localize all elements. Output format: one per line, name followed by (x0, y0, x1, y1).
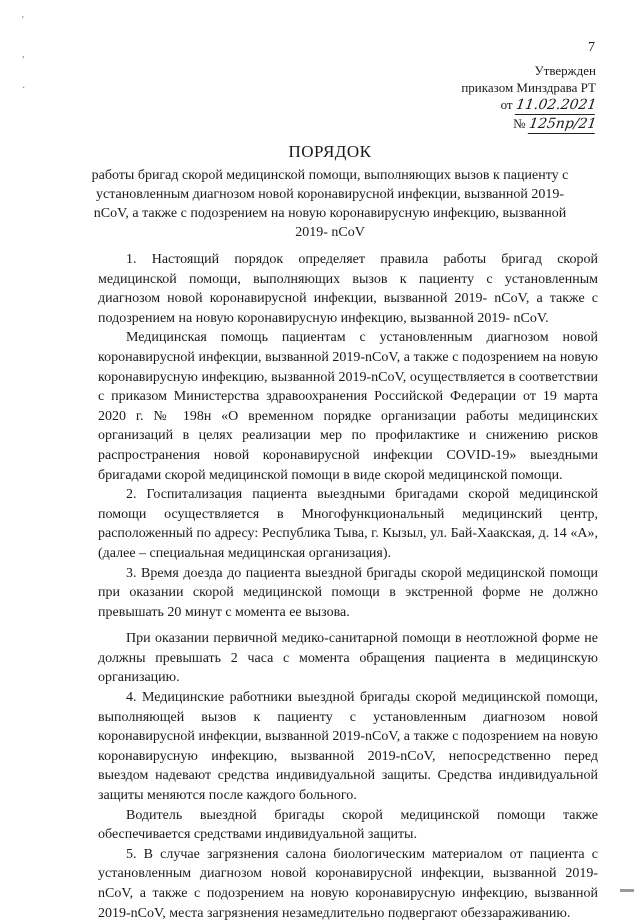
scan-margin-marks: ' , · (22, 15, 26, 94)
approval-number-line (376, 115, 596, 134)
approval-number-handwritten: 125пр/21 (527, 116, 598, 132)
approval-number-prefix: № (513, 116, 526, 131)
paragraph-1: 1. Настоящий порядок определяет правила работы бригад скорой медицинской помощи, выполняющих вызов к пациенту с установленным диагнозом новой коронавирусной инфекции, вызванной 2019- nCoV, а также с подозрением на новую коронавирусную инфекцию, вызванной 2019- nCoV. (98, 252, 598, 326)
approval-line-2: приказом Минздрава РТ (461, 80, 596, 95)
paragraph-3: 2. Госпитализация пациента выездными бригадами скорой медицинской помощи осуществляется в Многофункциональный медицинский центр, расположенный по адресу: Республика Тыва, г. Кызыл, ул. Бай-Хаакская, д. 14 «А», (далее – специальная медицинская организация). (98, 487, 598, 561)
paragraph-5: При оказании первичной медико-санитарной помощи в неотложной форме не должны превышать 2 часа с момента обращения пациента в медицинскую организацию. (98, 631, 598, 686)
approval-line-1: Утвержден (534, 63, 596, 78)
document-title: ПОРЯДОК (288, 142, 372, 161)
approval-date-prefix: от (500, 97, 513, 112)
paragraph-8: 5. В случае загрязнения салона биологическим материалом от пациента с установленным диагнозом новой коронавирусной инфекции, вызванной 2019- nCoV, а также с подозрением на новую коронавирусную инфекцию, вызванной 2019-nCoV, места загрязнения незамедлительно подвергают обеззараживанию. (98, 846, 598, 921)
scan-corner-mark (620, 889, 634, 892)
page-number: 7 (588, 40, 595, 55)
approval-date-line (376, 96, 596, 115)
approval-date-handwritten: 11.02.2021 (514, 97, 598, 113)
paragraph-6: 4. Медицинские работники выездной бригады скорой медицинской помощи, выполняющей вызов к пациенту с установленным диагнозом новой коронавирусной инфекции, вызванной 2019-nCoV, а также с подозрением на новую коронавирусную инфекцию, вызванной 2019-nCoV, непосредственно перед выездом надевают средства индивидуальной защиты. Средства индивидуальной защиты меняются после каждого больного. (98, 690, 598, 804)
document-body (98, 250, 598, 923)
paragraph-4: 3. Время доезда до пациента выездной бригады скорой медицинской помощи при оказании скорой медицинской помощи в экстренной форме не должно превышать 20 минут с момента ее вызова. (98, 565, 598, 620)
document-subtitle: работы бригад скорой медицинской помощи, выполняющих вызов к пациенту с установленным диагнозом новой коронавирусной инфекции, вызванной 2019- nCoV, а также с подозрением на новую коронавирусную инфекцию, вызванной 2019- nCoV (91, 168, 569, 240)
approval-stamp (376, 62, 596, 134)
paragraph-7: Водитель выездной бригады скорой медицинской помощи также обеспечивается средствами индивидуальной защиты. (98, 807, 598, 843)
title-block (90, 142, 570, 242)
paragraph-2: Медицинская помощь пациентам с установленным диагнозом новой коронавирусной инфекции, вызванной 2019-nCoV, а также с подозрением на новую коронавирусную инфекцию, вызванной 2019-nCoV, осуществляется в соответствии с приказом Министерства здравоохранения Российской Федерации от 19 марта 2020 г. № 198н «О временном порядке организации работы медицинских организаций в целях реализации мер по профилактике и снижению рисков распространения новой коронавирусной инфекции COVID-19» выездными бригадами скорой медицинской помощи в виде скорой медицинской помощи. (98, 330, 598, 483)
